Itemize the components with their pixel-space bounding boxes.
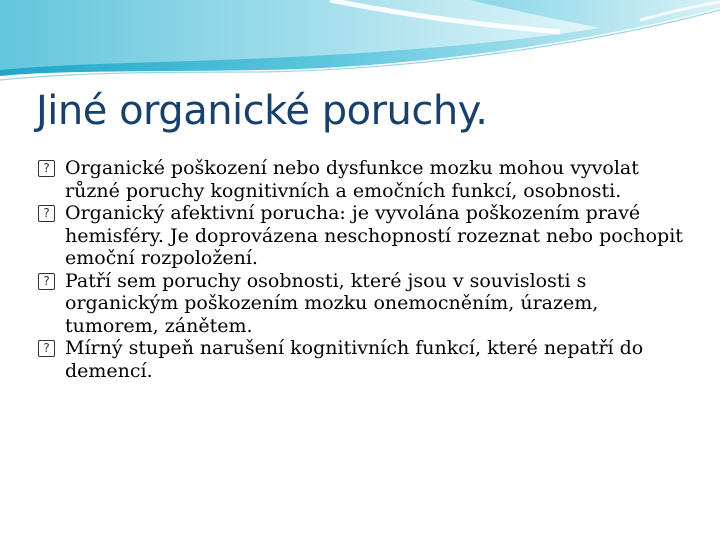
bullet-text: Organický afektivní porucha: je vyvolána poškozením pravé hemisféry. Je doprovázena neschopností rozeznat nebo pochopit emoční rozpoložení. (65, 202, 683, 269)
missing-glyph-bullet-icon: ? (38, 160, 55, 177)
missing-glyph-bullet-icon: ? (38, 273, 55, 290)
missing-glyph-bullet-icon: ? (38, 205, 55, 222)
bullet-item (36, 202, 686, 270)
bullet-list (36, 157, 686, 382)
missing-glyph-bullet-icon: ? (38, 340, 55, 357)
bullet-text: Patří sem poruchy osobnosti, které jsou v souvislosti s organickým poškozením mozku onemocněním, úrazem, tumorem, zánětem. (65, 269, 599, 337)
bullet-item (36, 270, 686, 338)
bullet-item (36, 157, 686, 202)
bullet-text: Mírný stupeň narušení kognitivních funkcí, které nepatří do demencí. (65, 337, 644, 382)
decorative-wave-header (0, 0, 720, 90)
slide-title: Jiné organické poruchy. (36, 88, 488, 134)
bullet-text: Organické poškození nebo dysfunkce mozku mohou vyvolat různé poruchy kognitivních a emočních funkcí, osobnosti. (65, 157, 639, 202)
bullet-item (36, 337, 686, 382)
